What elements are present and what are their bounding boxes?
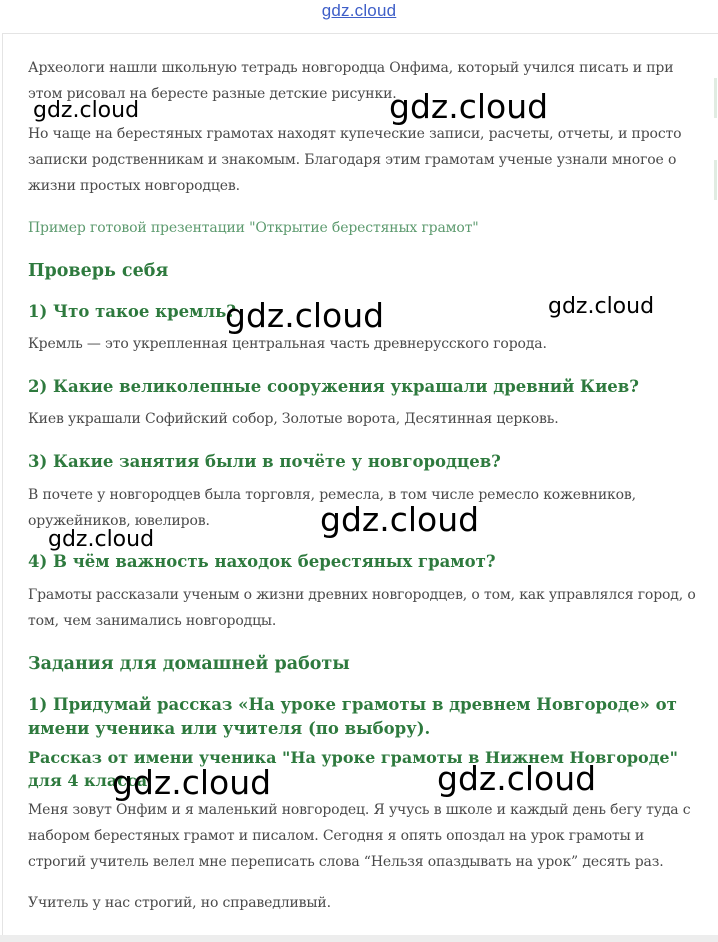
watermark: gdz.cloud <box>225 296 385 335</box>
answer-3: В почете у новгородцев была торговля, ремесла, в том числе ремесло кожевников, оружейников, ювелиров. <box>28 487 636 529</box>
answer-2: Киев украшали Софийский собор, Золотые ворота, Десятинная церковь. <box>28 411 559 427</box>
question-4: 4) В чём важность находок берестяных грамот? <box>28 552 496 571</box>
watermark: gdz.cloud <box>437 759 597 798</box>
question-3: 3) Какие занятия были в почёте у новгородцев? <box>28 452 501 471</box>
question-1: 1) Что такое кремль? <box>28 302 236 321</box>
watermark: gdz.cloud <box>320 500 480 539</box>
question-2: 2) Какие великолепные сооружения украшали древний Киев? <box>28 377 639 396</box>
answer-4: Грамоты рассказали ученым о жизни древних новгородцев, о том, как управлялся город, о том, чем занимались новгородцы. <box>28 587 696 629</box>
check-heading: Проверь себя <box>28 261 169 281</box>
story-subheading: Рассказ от имени ученика "На уроке грамоты в Нижнем Новгороде" для 4 класса <box>28 748 678 790</box>
watermark: gdz.cloud <box>548 294 655 319</box>
answer-1: Кремль — это укрепленная центральная часть древнерусского города. <box>28 336 547 352</box>
watermark: gdz.cloud <box>389 87 549 126</box>
story-paragraph-2: Учитель у нас строгий, но справедливый. <box>28 895 331 911</box>
sidebar-edge <box>714 78 717 118</box>
page-bottom-strip <box>0 935 718 942</box>
homework-heading: Задания для домашней работы <box>28 654 350 674</box>
homework-task: 1) Придумай рассказ «На уроке грамоты в древнем Новгороде» от имени ученика или учителя (по выбору). <box>28 695 677 738</box>
watermark: gdz.cloud <box>33 98 140 123</box>
presentation-link[interactable]: Пример готовой презентации "Открытие берестяных грамот" <box>28 220 479 236</box>
site-logo[interactable]: gdz.cloud <box>321 1 397 20</box>
watermark: gdz.cloud <box>112 763 272 802</box>
sidebar-edge <box>714 160 717 200</box>
intro-paragraph-2: Но чаще на берестяных грамотах находят купеческие записи, расчеты, отчеты, и просто записки родственникам и знакомым. Благодаря этим грамотам ученые узнали многое о жизни простых новгородцев. <box>28 126 682 194</box>
story-paragraph-1: Меня зовут Онфим и я маленький новгородец. Я учусь в школе и каждый день бегу туда с набором берестяных грамот и писалом. Сегодня я опять опоздал на урок грамоты и строгий учитель велел мне переписать слова “Нельзя опаздывать на урок” десять раз. <box>28 802 691 870</box>
intro-paragraph-1: Археологи нашли школьную тетрадь новгородца Онфима, который учился писать и при этом рисовал на бересте разные детские рисунки. <box>28 60 674 102</box>
watermark: gdz.cloud <box>48 527 155 552</box>
